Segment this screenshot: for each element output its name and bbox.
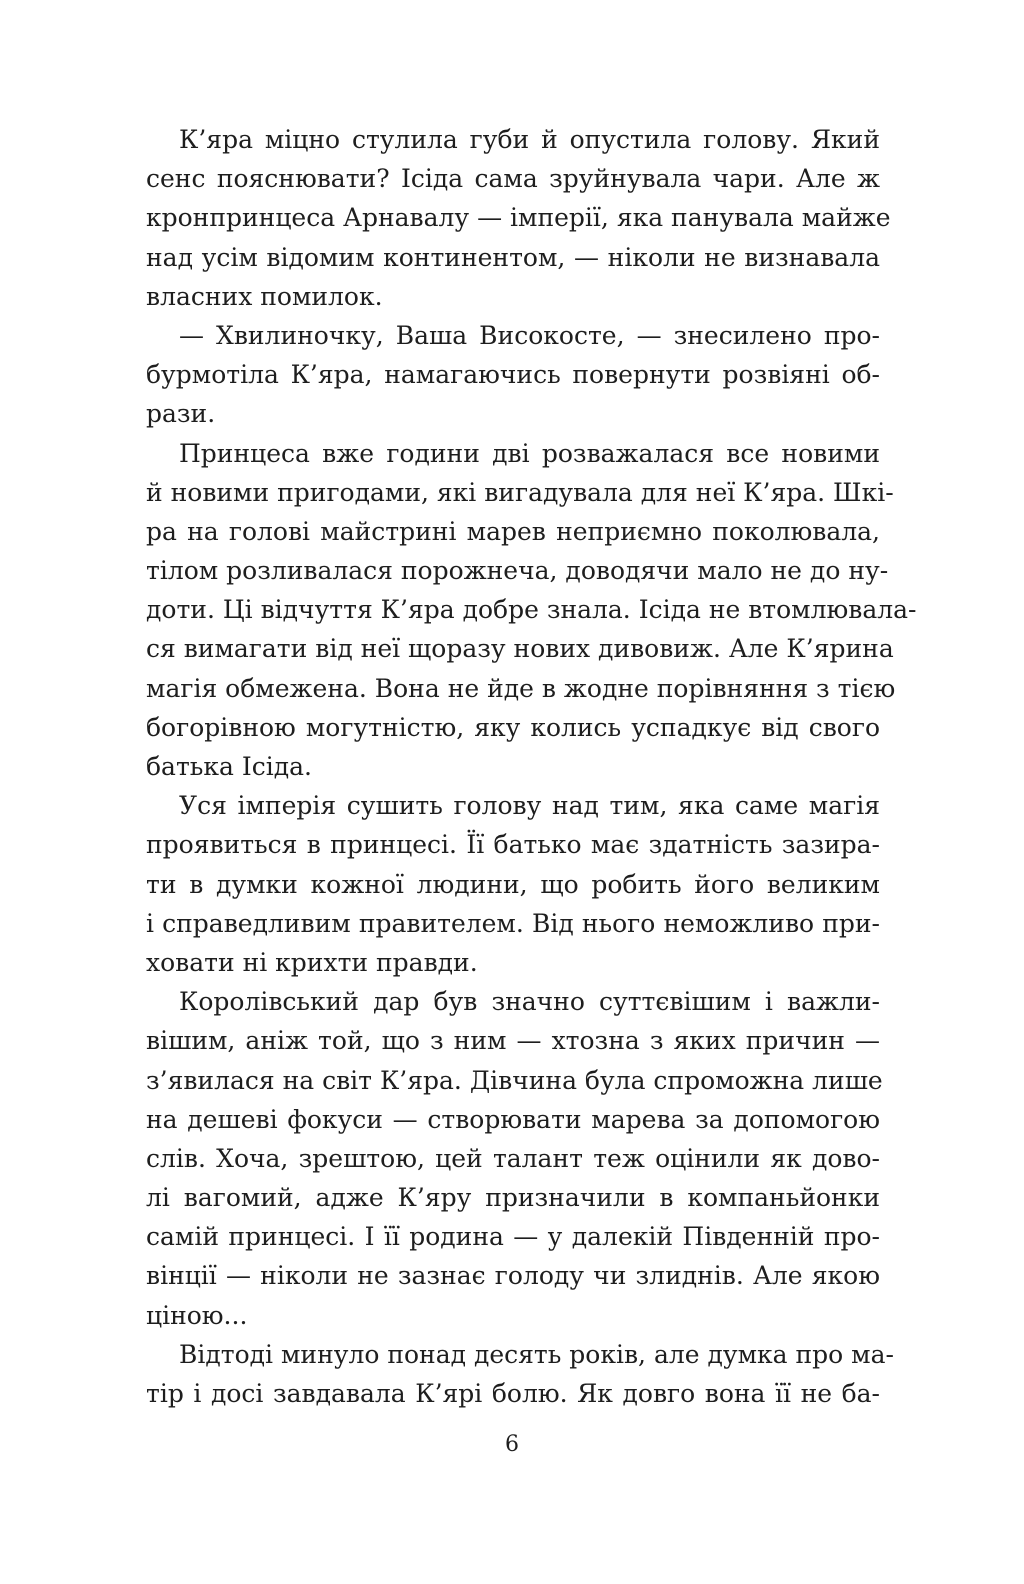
text-line: тілом розливалася порожнеча, доводячи мало не до ну- [146, 556, 889, 586]
text-line: з’явилася на світ К’яра. Дівчина була спроможна лише [146, 1065, 883, 1095]
text-line: К’яра міцно стулила губи й опустила голову. Який [179, 125, 880, 154]
text-line: Королівський дар був значно суттєвішим і важли- [179, 987, 880, 1017]
text-line: богорівною могутністю, яку колись успадкує від свого [146, 712, 880, 742]
paragraph [146, 786, 880, 982]
text-line: кронпринцеса Арнавалу — імперії, яка панувала майже [146, 203, 891, 233]
text-line: і справедливим правителем. Від нього неможливо при- [146, 908, 880, 938]
text-line: Принцеса вже години дві розважалася все новими [179, 438, 880, 468]
paragraph [146, 982, 883, 1335]
text-line: тір і досі завдавала К’ярі болю. Як довго вона її не ба- [146, 1379, 880, 1408]
text-line: й новими пригодами, які вигадувала для неї К’яра. Шкі- [146, 477, 894, 507]
paragraph [146, 120, 891, 316]
text-line: лі вагомий, адже К’яру призначили в компаньйонки [146, 1183, 880, 1213]
text-line: ра на голові майстрині марев неприємно поколювала, [146, 516, 880, 546]
text-line: слів. Хоча, зрештою, цей талант теж оцінили як дово- [146, 1143, 880, 1173]
text-line: ховати ні крихти правди. [146, 947, 478, 977]
text-line: — Хвилиночку, Ваша Високосте, — знесилено про- [179, 320, 880, 350]
text-line: магія обмежена. Вона не йде в жодне порівняння з тією [146, 673, 896, 703]
text-line: вінції — ніколи не зазнає голоду чи злиднів. Але якою [146, 1261, 880, 1291]
paragraph [146, 316, 880, 434]
page-number: 6 [505, 1432, 519, 1457]
book-page-text [146, 120, 917, 1413]
text-line: вішим, аніж той, що з ним — хтозна з яких причин — [146, 1026, 880, 1056]
text-line: ся вимагати від неї щоразу нових дивовиж. Але К’ярина [146, 634, 894, 664]
text-line: ти в думки кожної людини, що робить його великим [146, 869, 880, 899]
text-line: бурмотіла К’яра, намагаючись повернути розвіяні об- [146, 360, 880, 390]
text-line: самій принцесі. І її родина — у далекій Південній про- [146, 1222, 880, 1252]
text-line: власних помилок. [146, 281, 383, 311]
text-line: ціною... [146, 1300, 248, 1330]
text-line: на дешеві фокуси — створювати марева за допомогою [146, 1104, 880, 1134]
text-line: сенс пояснювати? Ісіда сама зруйнувала чари. Але ж [146, 164, 880, 194]
text-line: Відтоді минуло понад десять років, але думка про ма- [179, 1339, 894, 1369]
text-line: батька Ісіда. [146, 752, 312, 781]
text-line: доти. Ці відчуття К’яра добре знала. Ісіда не втомлювала- [146, 595, 917, 625]
text-line: Уся імперія сушить голову над тим, яка саме магія [179, 791, 880, 821]
paragraph [146, 434, 917, 787]
text-line: над усім відомим континентом, — ніколи не визнавала [146, 242, 880, 272]
paragraph [146, 1335, 894, 1413]
text-line: проявиться в принцесі. Її батько має здатність зазира- [146, 830, 880, 860]
text-line: рази. [146, 399, 216, 429]
